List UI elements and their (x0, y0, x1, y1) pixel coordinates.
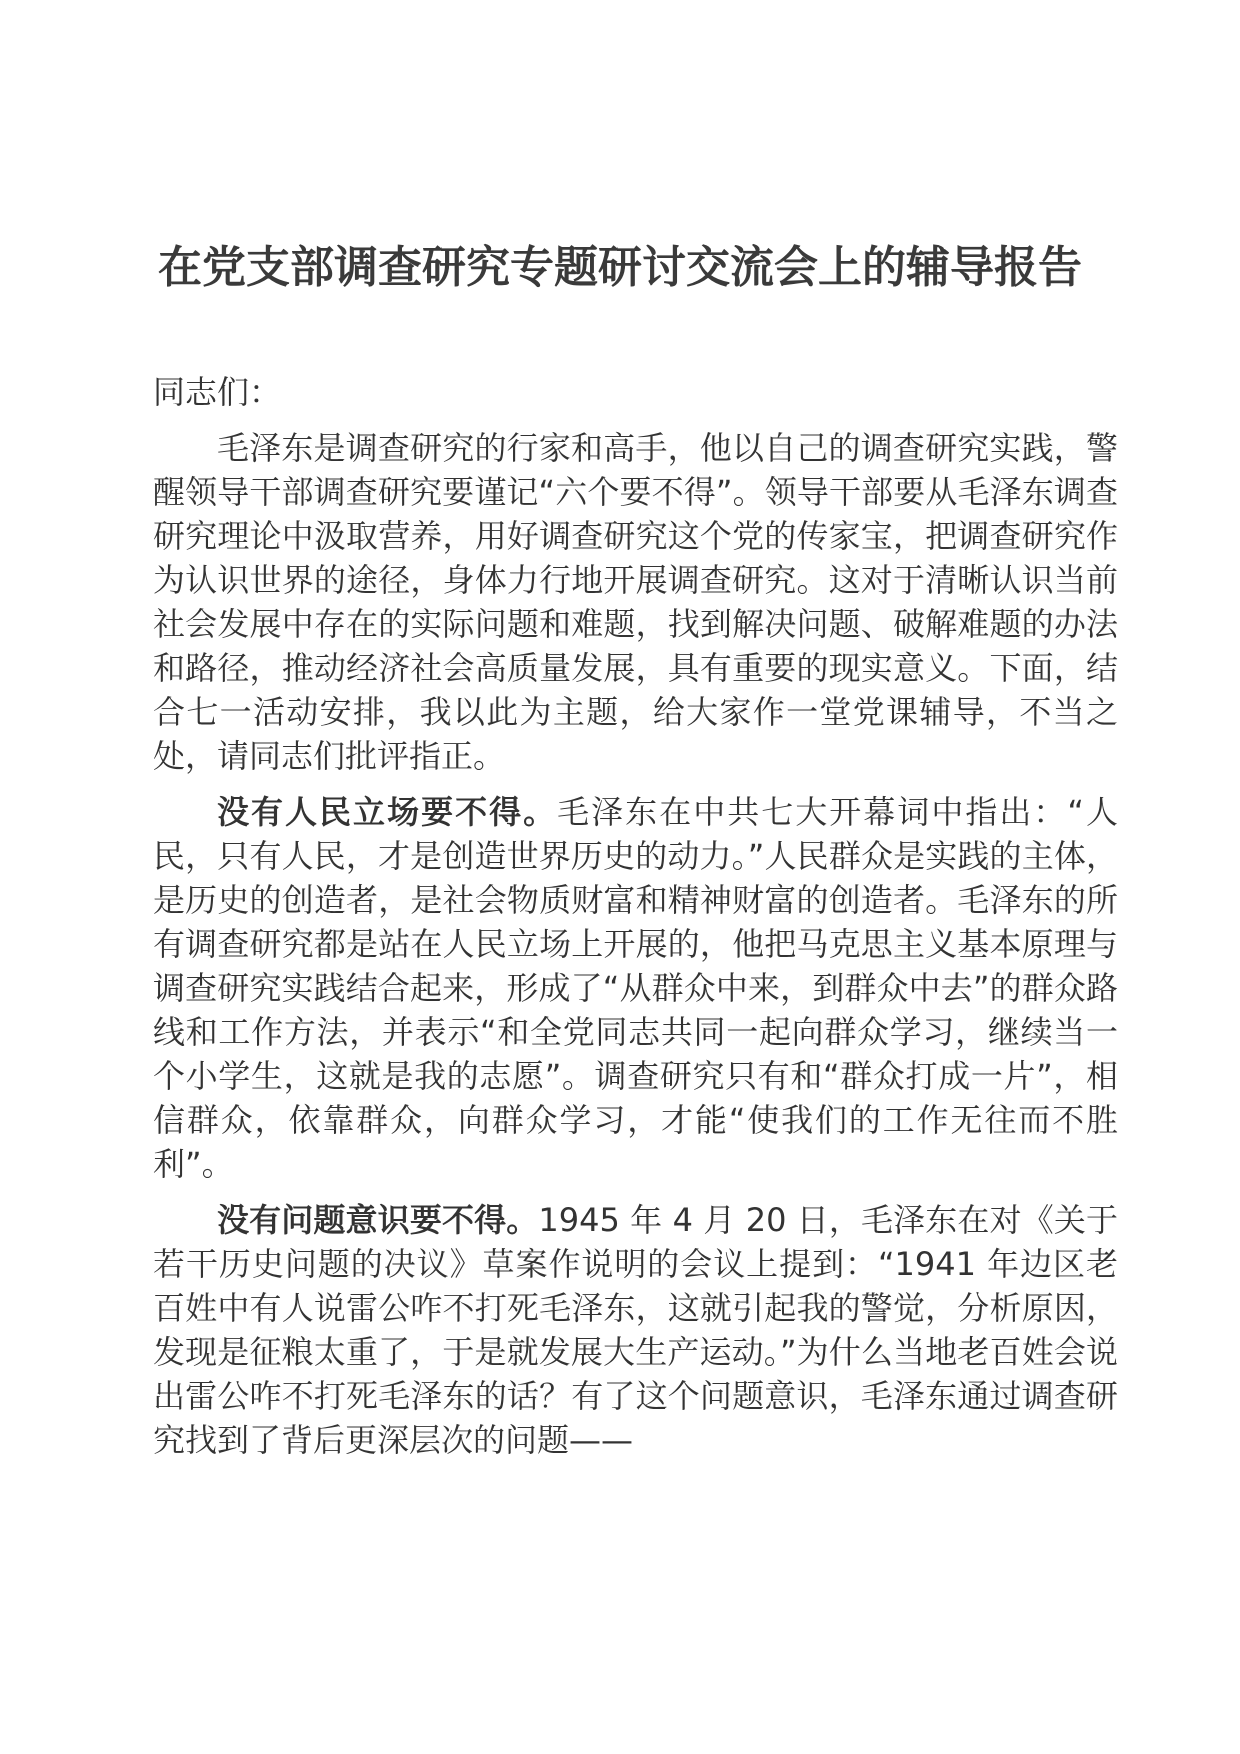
paragraph-intro (153, 426, 1118, 778)
document-body (153, 370, 1118, 1474)
document-title: 在党支部调查研究专题研讨交流会上的辅导报告 (158, 242, 1082, 293)
paragraph-problem-awareness-text: 1945 年 4 月 20 日，毛泽东在对《关于若干历史问题的决议》草案作说明的会议上提到：“1941 年边区老百姓中有人说雷公咋不打死毛泽东，这就引起我的警觉，分析原因，发现是征粮太重了，于是就发展大生产运动。”为什么当地老百姓会说出雷公咋不打死毛泽东的话？有了这个问题意识，毛泽东通过调查研究找到了背后更深层次的问题—— (153, 1201, 1118, 1459)
paragraph-people-stance-heading: 没有人民立场要不得。 (217, 793, 558, 831)
paragraph-people-stance-text: 毛泽东在中共七大开幕词中指出：“人民，只有人民，才是创造世界历史的动力。”人民群众是实践的主体，是历史的创造者，是社会物质财富和精神财富的创造者。毛泽东的所有调查研究都是站在人民立场上开展的，他把马克思主义基本原理与调查研究实践结合起来，形成了“从群众中来，到群众中去”的群众路线和工作方法，并表示“和全党同志共同一起向群众学习，继续当一个小学生，这就是我的志愿”。调查研究只有和“群众打成一片”，相信群众，依靠群众，向群众学习，才能“使我们的工作无往而不胜利”。 (153, 793, 1118, 1183)
paragraph-problem-awareness (153, 1198, 1118, 1462)
paragraph-intro-text: 毛泽东是调查研究的行家和高手，他以自己的调查研究实践，警醒领导干部调查研究要谨记“六个要不得”。领导干部要从毛泽东调查研究理论中汲取营养，用好调查研究这个党的传家宝，把调查研究作为认识世界的途径，身体力行地开展调查研究。这对于清晰认识当前社会发展中存在的实际问题和难题，找到解决问题、破解难题的办法和路径，推动经济社会高质量发展，具有重要的现实意义。下面，结合七一活动安排，我以此为主题，给大家作一堂党课辅导，不当之处，请同志们批评指正。 (153, 429, 1118, 775)
salutation: 同志们： (153, 373, 282, 411)
paragraph-problem-awareness-heading: 没有问题意识要不得。 (217, 1201, 539, 1239)
paragraph-people-stance (153, 790, 1118, 1186)
